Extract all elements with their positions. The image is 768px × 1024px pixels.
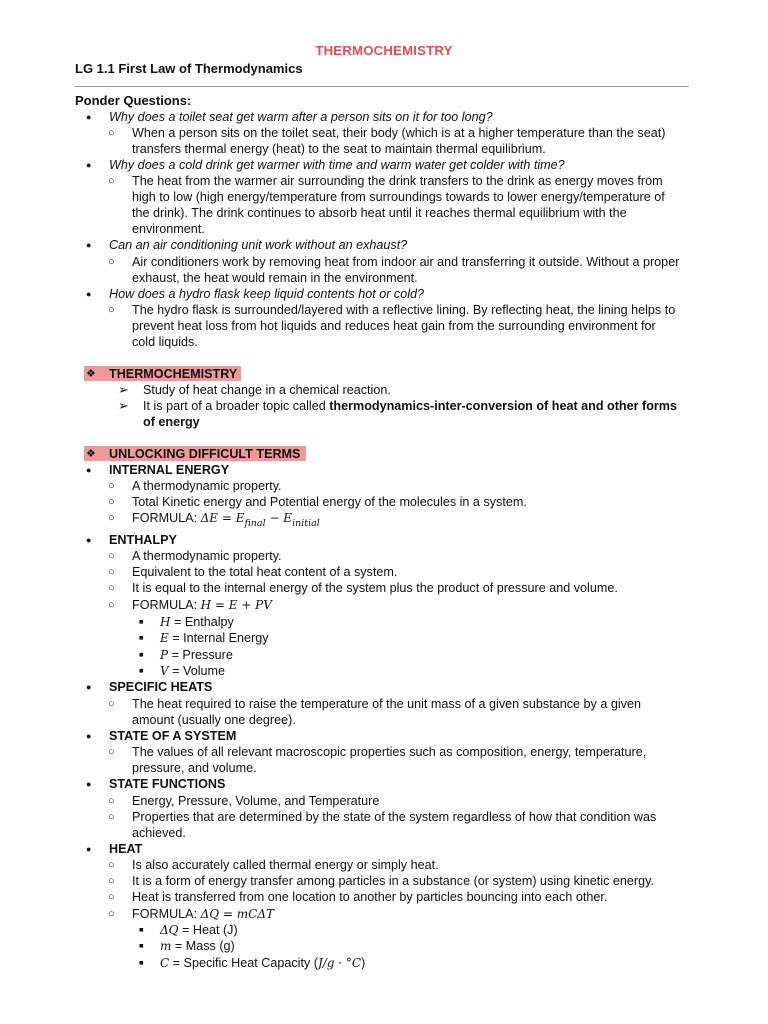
arrow-bullet-icon: ➢ [118,398,129,413]
enthalpy-formula [132,597,272,613]
circle-bullet-icon: ○ [108,746,115,758]
var-symbol: m [160,939,172,953]
var-desc: = Mass (g) [171,939,235,953]
var-unit: J/g · °C [317,956,362,970]
heat-var-c [160,955,365,971]
var-desc: = Specific Heat Capacity ( [169,956,318,970]
var-symbol: E [160,631,169,645]
thermo-point-2-bold: thermodynamics-inter-conversion of heat and other forms [329,399,678,413]
heat-var-m [160,938,235,954]
bullet-icon: ● [86,535,92,545]
enthalpy-item-2: Equivalent to the total heat content of a system. [132,565,398,579]
square-bullet-icon: ■ [139,666,144,675]
term-specific-heats: SPECIFIC HEATS [109,680,213,694]
thermo-point-2-text: It is part of a broader topic called [143,399,330,413]
circle-bullet-icon: ○ [108,582,115,594]
specific-item-line-2: amount (usually one degree). [132,713,296,727]
ponder-answer-2-line-1: The heat from the warmer air surrounding the drink transfers to the drink as energy moves from [132,174,663,188]
term-state-functions: STATE FUNCTIONS [109,777,226,791]
enthalpy-var-e [160,630,269,646]
internal-formula-minus: − E [265,511,293,525]
term-state-of-system: STATE OF A SYSTEM [109,729,237,743]
ponder-answer-2-line-3: the drink). The drink continues to absorb heat until it reaches thermal equilibrium with the [132,206,627,220]
internal-item-1: A thermodynamic property. [132,479,282,493]
var-desc: = Internal Energy [168,631,269,645]
square-bullet-icon: ■ [139,650,144,659]
lesson-heading: LG 1.1 First Law of Thermodynamics [75,61,303,76]
var-symbol: V [160,664,169,678]
var-symbol: ΔQ [160,923,179,937]
heat-item-1: Is also accurately called thermal energy or simply heat. [132,858,439,872]
state-item-line-1: The values of all relevant macroscopic properties such as composition, energy, temperature, [132,745,647,759]
state-item-line-2: pressure, and volume. [132,761,257,775]
circle-bullet-icon: ○ [108,811,115,823]
ponder-heading: Ponder Questions: [75,93,192,108]
circle-bullet-icon: ○ [108,795,115,807]
bullet-icon: ● [86,844,92,854]
circle-bullet-icon: ○ [108,891,115,903]
term-enthalpy: ENTHALPY [109,533,177,547]
circle-bullet-icon: ○ [108,599,115,611]
formula-label: FORMULA: [132,598,201,612]
specific-item-line-1: The heat required to raise the temperature of the unit mass of a given substance by a given [132,697,641,711]
diamond-bullet-icon: ❖ [86,368,96,380]
circle-bullet-icon: ○ [108,875,115,887]
enthalpy-var-p [160,647,233,663]
enthalpy-formula-expr: H = E + PV [200,598,272,612]
heat-var-q [160,922,238,938]
square-bullet-icon: ■ [139,633,144,642]
circle-bullet-icon: ○ [108,256,115,268]
bullet-icon: ● [86,731,92,741]
ponder-answer-4-line-3: cold liquids. [132,335,198,349]
functions-item-2-line-2: achieved. [132,826,186,840]
bullet-icon: ● [86,160,92,170]
enthalpy-item-1: A thermodynamic property. [132,549,282,563]
circle-bullet-icon: ○ [108,127,115,139]
bullet-icon: ● [86,289,92,299]
ponder-answer-4-line-2: prevent heat loss from hot liquids and reduces heat gain from the surrounding environment for [132,319,656,333]
var-desc: = Heat (J) [178,923,238,937]
square-bullet-icon: ■ [139,941,144,950]
formula-label: FORMULA: [132,907,201,921]
circle-bullet-icon: ○ [108,175,115,187]
heat-item-3: Heat is transferred from one location to another by particles bouncing into each other. [132,890,608,904]
internal-formula-sub-final: final [244,518,266,529]
var-close: ) [361,956,366,970]
var-symbol: P [160,648,169,662]
thermo-point-1: Study of heat change in a chemical reaction. [143,383,391,397]
square-bullet-icon: ■ [139,925,144,934]
diamond-bullet-icon: ❖ [86,448,96,460]
enthalpy-item-3: It is equal to the internal energy of the system plus the product of pressure and volume. [132,581,618,595]
ponder-question-4: How does a hydro flask keep liquid contents hot or cold? [109,287,425,301]
internal-item-2: Total Kinetic energy and Potential energy of the molecules in a system. [132,495,527,509]
ponder-question-1: Why does a toilet seat get warm after a person sits on it for too long? [109,110,493,124]
circle-bullet-icon: ○ [108,512,115,524]
internal-formula [132,510,320,532]
circle-bullet-icon: ○ [108,550,115,562]
term-internal-energy: INTERNAL ENERGY [109,463,230,477]
ponder-answer-1-line-2: transfers thermal energy (heat) to the seat to maintain thermal equilibrium. [132,142,546,156]
document-title: THERMOCHEMISTRY [315,43,453,58]
enthalpy-var-h [160,614,234,630]
functions-item-2-line-1: Properties that are determined by the state of the system regardless of how that condition was [132,810,657,824]
thermo-point-2 [143,398,677,414]
internal-formula-main: ΔE = E [200,511,245,525]
square-bullet-icon: ■ [139,958,144,967]
var-symbol: C [160,956,170,970]
var-symbol: H [160,615,171,629]
heat-formula-expr: ΔQ = mCΔT [200,907,274,921]
section-heading-terms: UNLOCKING DIFFICULT TERMS [109,447,301,461]
circle-bullet-icon: ○ [108,566,115,578]
ponder-question-2: Why does a cold drink get warmer with time and warm water get colder with time? [109,158,565,172]
circle-bullet-icon: ○ [108,698,115,710]
circle-bullet-icon: ○ [108,859,115,871]
formula-label: FORMULA: [132,511,201,525]
bullet-icon: ● [86,682,92,692]
bullet-icon: ● [86,779,92,789]
term-heat: HEAT [109,842,143,856]
internal-formula-sub-initial: initial [292,518,320,529]
circle-bullet-icon: ○ [108,908,115,920]
ponder-answer-2-line-2: high to low (high energy/temperature from surroundings towards to lower energy/temperature of [132,190,665,204]
ponder-answer-4-line-1: The hydro flask is surrounded/layered with a reflective lining. By reflecting heat, the lining helps to [132,303,676,317]
var-desc: = Volume [168,664,226,678]
circle-bullet-icon: ○ [108,304,115,316]
enthalpy-var-v [160,663,225,679]
ponder-question-3: Can an air conditioning unit work without an exhaust? [109,238,408,252]
section-heading-thermochemistry: THERMOCHEMISTRY [109,367,238,381]
ponder-answer-3-line-1: Air conditioners work by removing heat from indoor air and transferring it outside. Without a proper [132,255,680,269]
bullet-icon: ● [86,240,92,250]
var-desc: = Pressure [168,648,233,662]
circle-bullet-icon: ○ [108,480,115,492]
ponder-answer-3-line-2: exhaust, the heat would remain in the environment. [132,271,418,285]
bullet-icon: ● [86,112,92,122]
bullet-icon: ● [86,465,92,475]
square-bullet-icon: ■ [139,617,144,626]
ponder-answer-2-line-4: environment. [132,222,205,236]
circle-bullet-icon: ○ [108,496,115,508]
ponder-answer-1-line-1: When a person sits on the toilet seat, their body (which is at a higher temperature than the seat) [132,126,666,140]
var-desc: = Enthalpy [170,615,234,629]
heat-item-2: It is a form of energy transfer among particles in a substance (or system) using kinetic energy. [132,874,654,888]
thermo-point-2-cont: of energy [143,415,200,429]
functions-item-1: Energy, Pressure, Volume, and Temperature [132,794,380,808]
horizontal-divider [75,86,689,87]
arrow-bullet-icon: ➢ [118,382,129,397]
heat-formula [132,906,274,922]
